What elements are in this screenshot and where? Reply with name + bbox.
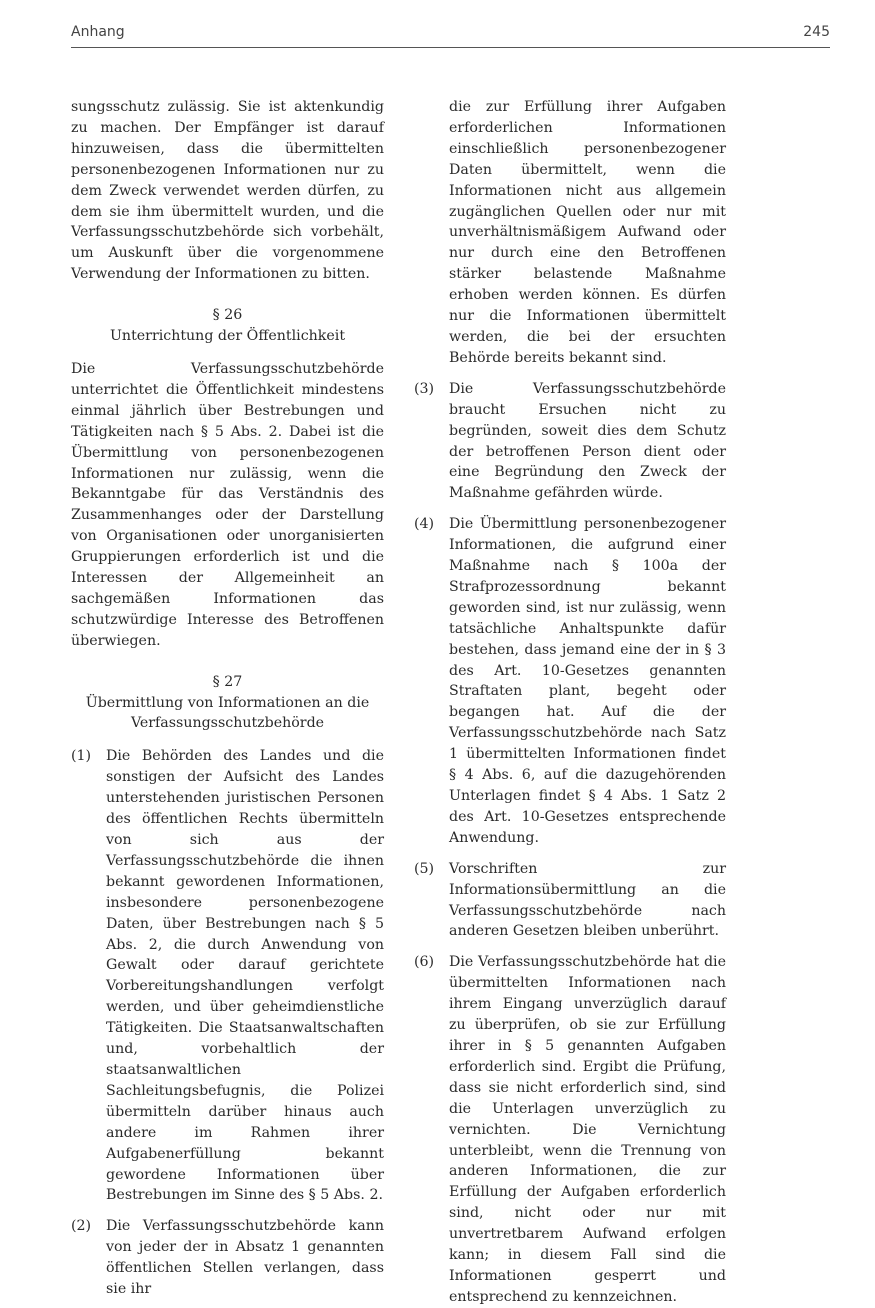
item-text: Die Verfassungsschutzbehörde kann von jeder der in Absatz 1 genannten öffentlichen Stellen verlangen, dass sie ihr xyxy=(106,1218,384,1298)
section-26-number: § 26 xyxy=(212,307,243,324)
paragraph-item-2 xyxy=(71,1216,384,1300)
item-text: die zur Erfüllung ihrer Aufgaben erforderlichen Informationen einschließlich personenbezogener Daten übermittelt, wenn die Informationen nicht aus allgemein zugänglichen Quellen oder nur mit unverhältnismäßigem Aufwand oder nur durch eine den Betroffenen stärker belastende Maßnahme erhoben werden können. Es dürfen nur die Informationen übermittelt werden, die bei der ersuchten Behörde bereits bekannt sind. xyxy=(449,99,726,366)
running-header xyxy=(71,24,830,46)
item-number: (1) xyxy=(71,748,92,765)
section-27-heading xyxy=(71,672,384,735)
item-number: (4) xyxy=(414,516,435,533)
item-number: (6) xyxy=(414,954,435,971)
section-27-title-line-1: Übermittlung von Informationen an die xyxy=(85,694,370,711)
paragraph-item-2-continuation xyxy=(414,97,726,369)
item-text: Die Verfassungsschutzbehörde hat die übermittelten Informationen nach ihrem Eingang unverzüglich darauf zu überprüfen, ob sie zur Erfüllung ihrer in § 5 genannten Aufgaben erforderlich sind. Ergibt die Prüfung, dass sie nicht erforderlich sind, sind die Unterlagen unverzüglich zu vernichten. Die Vernichtung unterbleibt, wenn die Trennung von anderen Informationen, die zur Erfüllung der Aufgaben erforderlich sind, nicht oder nur mit unvertretbarem Aufwand erfolgen kann; in diesem Fall sind die Informationen gesperrt und entsprechend zu kennzeichnen. xyxy=(449,954,726,1305)
paragraph-item-1 xyxy=(71,746,384,1206)
right-column xyxy=(414,97,726,1308)
paragraph-item-5 xyxy=(414,859,726,943)
paragraph-item-3 xyxy=(414,379,726,504)
item-number: (3) xyxy=(414,380,435,397)
section-27-number: § 27 xyxy=(212,673,243,690)
section-26-title: Unterrichtung der Öffentlichkeit xyxy=(109,328,346,345)
item-text: Vorschriften zur Informationsübermittlung an die Verfassungsschutzbehörde nach anderen Gesetzen bleiben unberührt. xyxy=(449,860,726,940)
item-number: (5) xyxy=(414,860,435,877)
section-26-paragraph: Die Verfassungsschutzbehörde unterrichtet die Öffentlichkeit mindestens einmal jährlich über Bestrebungen und Tätigkeiten nach § 5 Abs. 2. Dabei ist die Übermittlung von personenbezogenen Informationen nur zulässig, wenn die Bekanntgabe für das Verständnis des Zusammenhanges oder der Darstellung von Organisationen oder unorganisierten Gruppierungen erforderlich ist und die Interessen der Allgemeinheit an sachgemäßen Informationen das schutzwürdige Interesse des Betroffenen überwiegen. xyxy=(71,360,384,649)
left-column xyxy=(71,97,384,1300)
paragraph-item-4 xyxy=(414,514,726,849)
item-text: Die Verfassungsschutzbehörde braucht Ersuchen nicht zu begründen, soweit dies dem Schutz der betroffenen Person dient oder eine Begründung den Zweck der Maßnahme gefährden würde. xyxy=(449,380,726,502)
item-number: (2) xyxy=(71,1218,92,1235)
page-number: 245 xyxy=(803,24,830,40)
item-text: Die Übermittlung personenbezogener Informationen, die aufgrund einer Maßnahme nach § 100a der Strafprozessordnung bekannt geworden sind, ist nur zulässig, wenn tatsächliche Anhaltspunkte dafür bestehen, dass jemand eine der in § 3 des Art. 10-Gesetzes genannten Straftaten plant, begeht oder begangen hat. Auf die der Verfassungsschutzbehörde nach Satz 1 übermittelten Informationen findet § 4 Abs. 6, auf die dazugehörenden Unterlagen findet § 4 Abs. 1 Satz 2 des Art. 10-Gesetzes entsprechende Anwendung. xyxy=(449,516,726,846)
paragraph-item-6 xyxy=(414,952,726,1307)
left-continuation-paragraph: sungsschutz zulässig. Sie ist aktenkundig zu machen. Der Empfänger ist darauf hinzuweisen, dass die übermittelten personenbezogenen Informationen nur zu dem Zweck verwendet werden dürfen, zu dem sie ihm übermittelt wurden, und die Verfassungsschutzbehörde sich vorbehält, um Auskunft über die vorgenommene Verwendung der Informationen zu bitten. xyxy=(71,99,384,283)
item-text: Die Behörden des Landes und die sonstigen der Aufsicht des Landes unterstehenden juristischen Personen des öffentlichen Rechts übermitteln von sich aus der Verfassungsschutzbehörde die ihnen bekannt gewordenen Informationen, insbesondere personenbezogene Daten, über Bestrebungen nach § 5 Abs. 2, die durch Anwendung von Gewalt oder darauf gerichtete Vorbereitungshandlungen verfolgt werden, und über geheimdienstliche Tätigkeiten. Die Staatsanwaltschaften und, vorbehaltlich der staatsanwaltlichen Sachleitungsbefugnis, die Polizei übermitteln darüber hinaus auch andere im Rahmen ihrer Aufgabenerfüllung bekannt gewordene Informationen über Bestrebungen im Sinne des § 5 Abs. 2. xyxy=(106,748,384,1204)
section-27-title-line-2: Verfassungsschutzbehörde xyxy=(130,715,325,732)
section-26-heading xyxy=(71,305,384,347)
header-rule xyxy=(71,47,830,48)
running-header-section: Anhang xyxy=(71,24,125,40)
